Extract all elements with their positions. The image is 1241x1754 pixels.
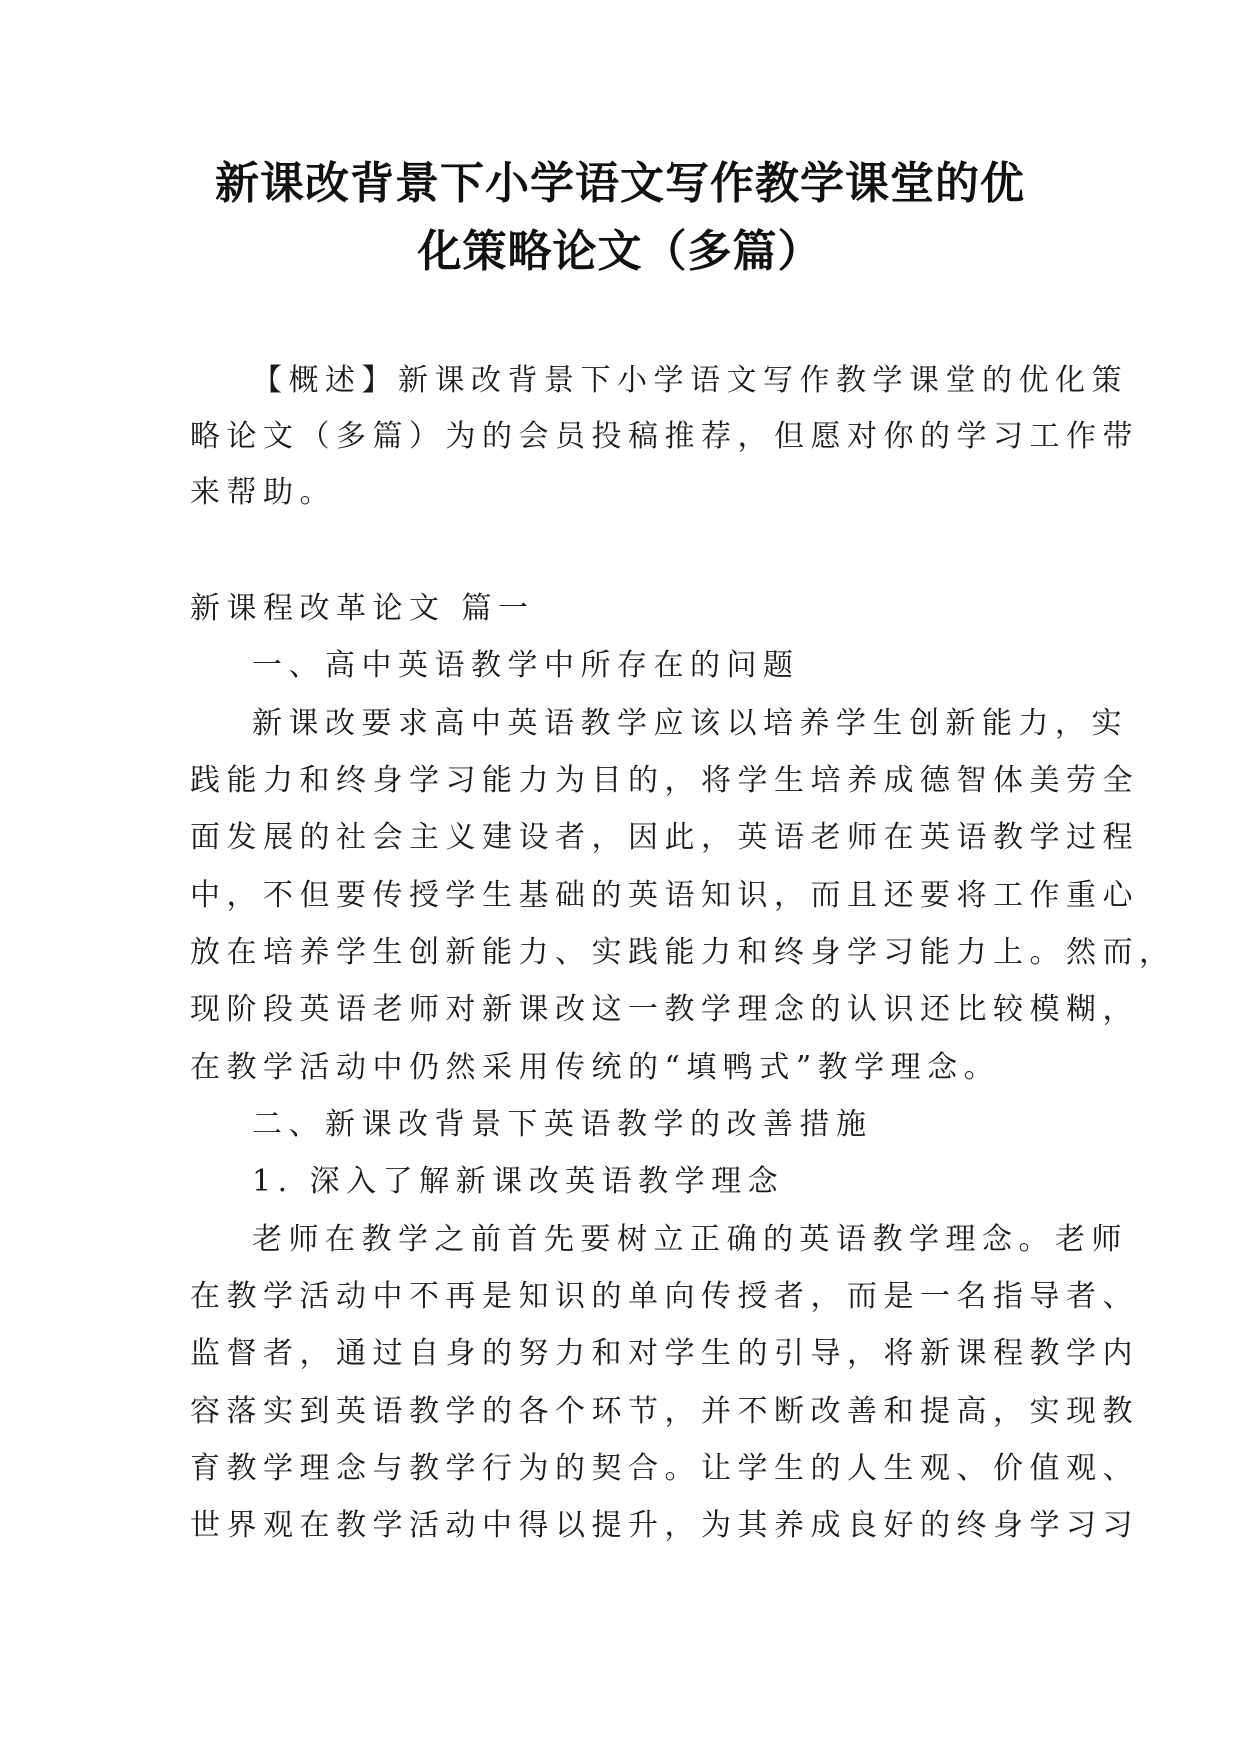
paragraph-line: 新课改要求高中英语教学应该以培养学生创新能力，实 [252,706,1128,741]
paragraph-line: 容落实到英语教学的各个环节，并不断改善和提高，实现教 [190,1394,1139,1429]
subheading-1: 一、高中英语教学中所存在的问题 [252,648,800,683]
paragraph-line: 在教学活动中不再是知识的单向传授者，而是一名指导者、 [190,1279,1139,1314]
paragraph-line: 监督者，通过自身的努力和对学生的引导，将新课程教学内 [190,1336,1139,1371]
subheading-2-1: 1. 深入了解新课改英语教学理念 [252,1164,785,1199]
summary-line-3: 来帮助。 [190,475,336,510]
paragraph-line: 世界观在教学活动中得以提升，为其养成良好的终身学习习 [190,1508,1139,1543]
paragraph-line: 育教学理念与教学行为的契合。让学生的人生观、价值观、 [190,1451,1139,1486]
paragraph-line: 老师在教学之前首先要树立正确的英语教学理念。老师 [252,1222,1128,1257]
section-heading: 新课程改革论文 篇一 [190,591,535,626]
document-title-line-2: 化策略论文（多篇） [417,226,823,277]
summary-line-1: 【概述】新课改背景下小学语文写作教学课堂的优化策 [252,363,1128,398]
paragraph-line: 践能力和终身学习能力为目的，将学生培养成德智体美劳全 [190,763,1139,798]
paragraph-line: 现阶段英语老师对新课改这一教学理念的认识还比较模糊， [190,992,1139,1027]
paragraph-line: 中，不但要传授学生基础的英语知识，而且还要将工作重心 [190,878,1139,913]
paragraph-line: 在教学活动中仍然采用传统的“填鸭式”教学理念。 [190,1050,1001,1085]
subheading-2: 二、新课改背景下英语教学的改善措施 [252,1107,873,1142]
summary-line-2: 略论文（多篇）为的会员投稿推荐，但愿对你的学习工作带 [190,419,1139,454]
paragraph-line: 放在培养学生创新能力、实践能力和终身学习能力上。然而， [190,935,1176,970]
paragraph-line: 面发展的社会主义建设者，因此，英语老师在英语教学过程 [190,820,1139,855]
document-title-line-1: 新课改背景下小学语文写作教学课堂的优 [215,158,1025,209]
